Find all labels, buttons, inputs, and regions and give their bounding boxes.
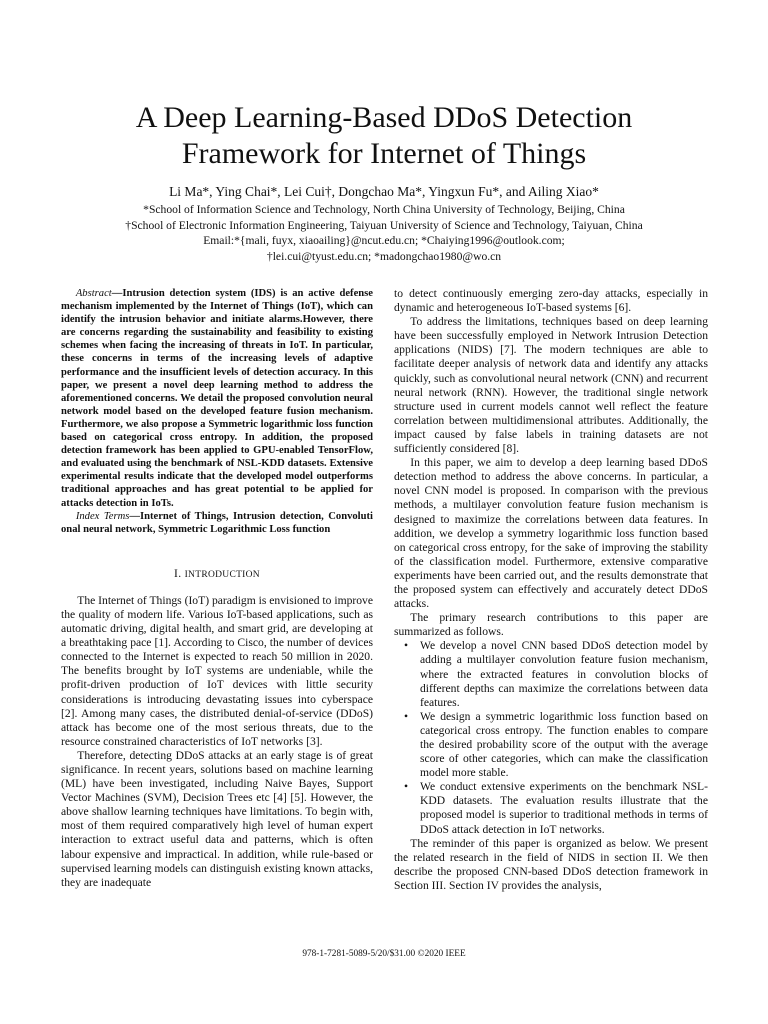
contribution-list xyxy=(394,639,708,836)
list-item xyxy=(404,639,708,709)
paragraph: Therefore, detecting DDoS attacks at an early stage is of great significance. In recent years, solutions based on machine learning (ML) have been investigated, including Naive Bayes, Support Vector Machines (SVM), Decision Trees etc [4] [5]. However, the above shallow learning techniques have limitations. To begin with, most of them required comparatively high level of human expert interaction to extract useful data and patterns, which is often labour expensive and impractical. In addition, while rule-based or supervised learning models can distinguish existing known attacks, they are inadequate xyxy=(61,748,373,889)
bullet: • xyxy=(404,639,409,653)
paper-title xyxy=(0,100,768,172)
paragraph: To address the limitations, techniques based on deep learning have been successfully employed in Network Intrusion Detection applications (NIDS) [7]. The modern techniques are able to facilitate deeper analysis of network data and identify any attacks quickly, such as convolutional neural network (CNN) and recurrent neural network (RNN). However, the traditional single network structure used in current models cannot well reflect the feature correlation between multidimensional attributes. Additionally, the impact caused by false labels in training datasets are not sufficiently considered [8]. xyxy=(394,315,708,456)
paragraph: The reminder of this paper is organized as below. We present the related research in the field of NIDS in section II. We then describe the proposed CNN-based DDoS detection framework in Section III. Section IV provides the analysis, xyxy=(394,836,708,892)
section-title: INTRODUCTION xyxy=(184,569,260,580)
title-line-2: Framework for Internet of Things xyxy=(181,137,587,170)
paragraph: The Internet of Things (IoT) paradigm is envisioned to improve the quality of modern life. Various IoT-based applications, such as automatic driving, digital health, and smart grid, are developing at a breathtaking pace [1]. According to Cisco, the number of devices connected to the Internet is expected to reach 50 million in 2020. The benefits brought by IoT systems are undeniable, while the profit-driven production of IoT devices with little security considerations is introducing devastating issues into cyberspace [2]. Among many cases, the distributed denial-of-service (DDoS) attack has become one of the most serious threats, due to the resource constrained characteristics of IoT networks [3]. xyxy=(61,593,373,748)
section-heading-introduction xyxy=(61,567,373,582)
list-item-text: We conduct extensive experiments on the benchmark NSL-KDD datasets. The evaluation results illustrate that the proposed model is superior to traditional methods in terms of DDoS attack detection in IoT networks. xyxy=(420,780,708,836)
affiliations xyxy=(0,202,768,264)
left-column xyxy=(61,287,373,890)
author-list: Li Ma*, Ying Chai*, Lei Cui†, Dongchao Ma*, Yingxun Fu*, and Ailing Xiao* xyxy=(169,184,599,199)
index-terms-text: —Internet of Things, Intrusion detection, Convoluti onal neural network, Symmetric Logarithmic Loss function xyxy=(61,510,373,535)
abstract xyxy=(61,287,373,510)
email-line-1: Email:*{mali, fuyx, xiaoailing}@ncut.edu.cn; *Chaiying1996@outlook.com; xyxy=(203,234,565,248)
abstract-text: —Intrusion detection system (IDS) is an active defense mechanism implemented by the Internet of Things (IoT), which can identify the intrusion behavior and initiate alarms.However, there are concerns regarding the sustainability and feasibility to existing schemes when facing the increasing of threats in IoT. In particular, these concerns in terms of the increasing levels of adaptive performance and the insufficient levels of detection accuracy. In this paper, we present a novel deep learning method to address the aforementioned concerns. We detail the proposed convolution neural network model based on the developed feature fusion mechanism. Furthermore, we also propose a Symmetric logarithmic loss function based on categorical cross entropy. In addition, the proposed detection framework has been applied to GPU-enabled TensorFlow, and evaluated using the benchmark of NSL-KDD datasets. Extensive experimental results indicate that the developed model outperforms traditional approaches and has great potential to be applied for attacks detection in IoTs. xyxy=(61,288,373,509)
index-terms-label: Index Terms xyxy=(75,510,130,522)
abstract-label: Abstract xyxy=(75,288,112,299)
title-line-1: A Deep Learning-Based DDoS Detection xyxy=(135,101,633,134)
paragraph: In this paper, we aim to develop a deep learning based DDoS detection method to address the above concerns. In particular, a novel CNN model is proposed. In comparison with the previous methods, a multilayer convolution feature fusion mechanism is designed to maximize the correlations between data features. In addition, we develop a symmetry logarithmic loss function based on categorical cross entropy, for the sake of improving the stability of the classification model. Furthermore, extensive comparative experiments have been carried out, and the results demonstrate that the proposed system can effectively and accurately detect DDoS attacks. xyxy=(394,456,708,611)
paragraph: The primary research contributions to this paper are summarized as follows. xyxy=(394,611,708,639)
list-item xyxy=(404,780,708,836)
affiliation-2: †School of Electronic Information Engineering, Taiyuan University of Science and Technology, Taiyuan, China xyxy=(125,218,643,232)
copyright-footer: 978-1-7281-5089-5/20/$31.00 ©2020 IEEE xyxy=(302,949,466,959)
list-item-text: We design a symmetric logarithmic loss function based on categorical cross entropy. The function enables to compare the desired probability score of the output with the average score of other categories, which can make the classification model more stable. xyxy=(420,709,708,780)
list-item-text: We develop a novel CNN based DDoS detection model by adding a multilayer convolution feature fusion mechanism, where the extracted features in convolution blocks of different depths can maximize the correlations between data features. xyxy=(420,639,708,709)
paragraph: to detect continuously emerging zero-day attacks, especially in dynamic and heterogeneous IoT-based systems [6]. xyxy=(394,287,708,315)
bullet: • xyxy=(404,780,409,794)
section-number: I. xyxy=(174,566,185,580)
affiliation-1: *School of Information Science and Technology, North China University of Technology, Beijing, China xyxy=(143,203,625,216)
email-line-2: †lei.cui@tyust.edu.cn; *madongchao1980@wo.cn xyxy=(266,249,502,263)
bullet: • xyxy=(404,709,409,723)
right-column xyxy=(394,287,708,893)
list-item xyxy=(404,709,708,780)
index-terms xyxy=(61,510,373,536)
